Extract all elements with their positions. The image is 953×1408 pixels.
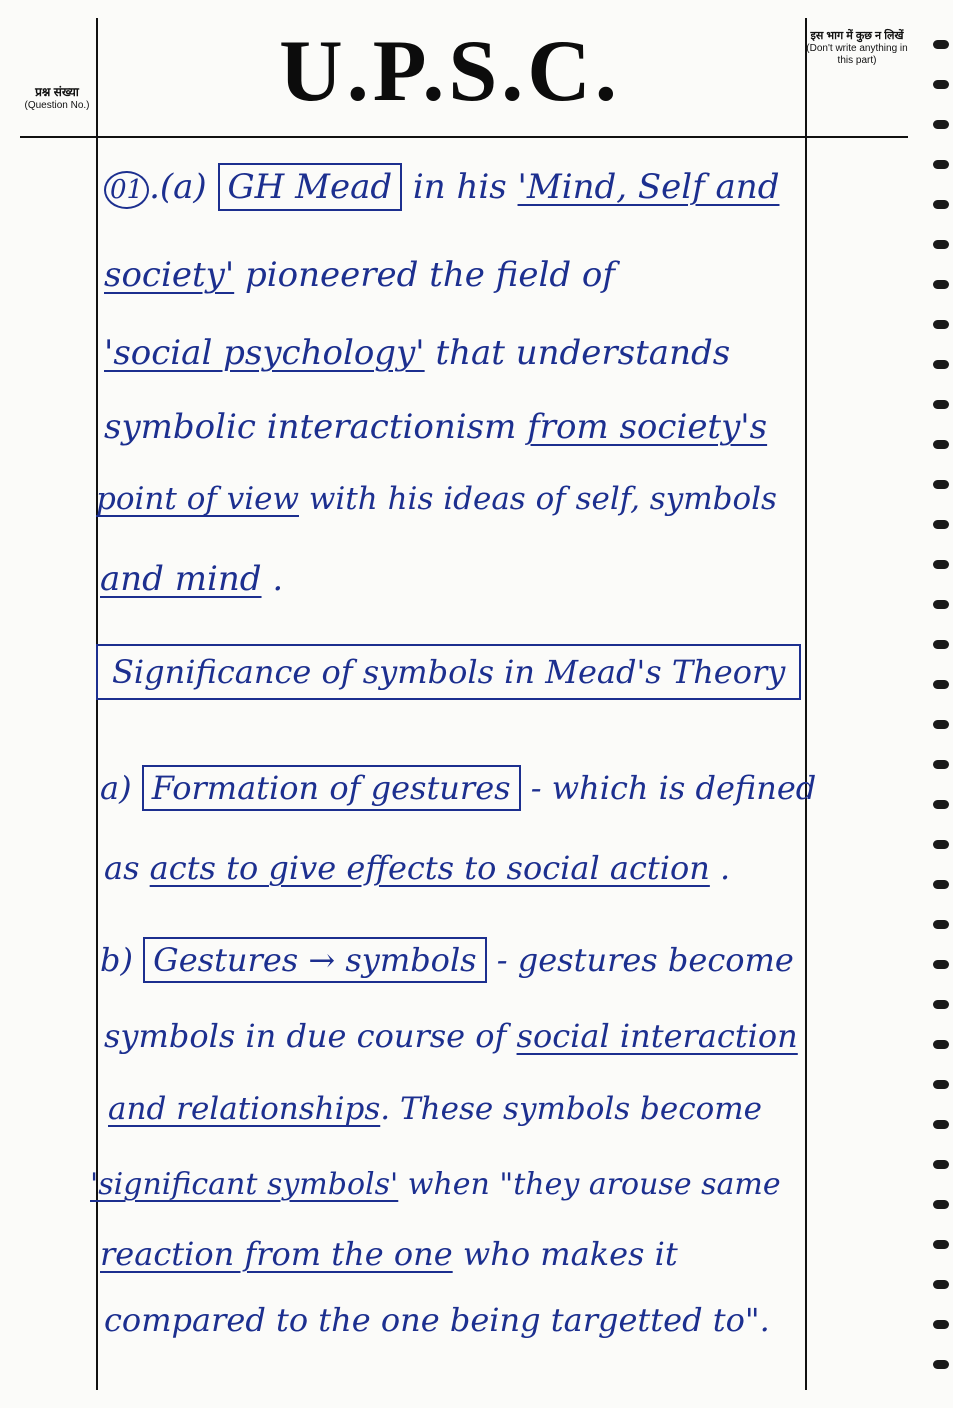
binding-hole bbox=[933, 360, 949, 369]
answer-line-1 bbox=[104, 167, 780, 209]
binding-hole bbox=[933, 1000, 949, 1009]
binding-hole bbox=[933, 800, 949, 809]
binding-hole bbox=[933, 1240, 949, 1249]
answer-line-4 bbox=[104, 407, 768, 447]
binding-hole bbox=[933, 1080, 949, 1089]
line-text: in his bbox=[402, 167, 518, 207]
point-b-line-2 bbox=[104, 1017, 798, 1055]
binding-hole bbox=[933, 680, 949, 689]
margin-note-english: (Don't write anything in this part) bbox=[806, 43, 908, 67]
line-text: . bbox=[709, 849, 731, 887]
point-a-label: a) bbox=[100, 769, 132, 807]
underlined-text: from society's bbox=[527, 407, 768, 447]
line-text: . bbox=[261, 559, 284, 599]
margin-note bbox=[803, 30, 911, 67]
binding-hole bbox=[933, 400, 949, 409]
binding-hole bbox=[933, 280, 949, 289]
binding-hole bbox=[933, 840, 949, 849]
section-heading: Significance of symbols in Mead's Theory bbox=[96, 644, 801, 700]
line-text: compared to the one being targetted to". bbox=[104, 1301, 770, 1339]
underlined-text: and relationships bbox=[108, 1091, 381, 1127]
underlined-text: and mind bbox=[100, 559, 262, 599]
point-b-line-5 bbox=[100, 1235, 678, 1273]
binding-hole bbox=[933, 1040, 949, 1049]
answer-line-2 bbox=[104, 255, 615, 295]
line-text: pioneered the field of bbox=[234, 255, 615, 295]
binding-hole bbox=[933, 880, 949, 889]
question-number-english: (Question No.) bbox=[24, 99, 90, 111]
binding-hole bbox=[933, 1200, 949, 1209]
page-title: U.P.S.C. bbox=[279, 23, 621, 120]
line-text: who makes it bbox=[452, 1235, 678, 1273]
binding-hole bbox=[933, 1360, 949, 1369]
underlined-text: society' bbox=[104, 255, 235, 295]
answer-line-6 bbox=[100, 559, 284, 599]
binding-hole bbox=[933, 760, 949, 769]
question-number-hindi: प्रश्न संख्या bbox=[35, 85, 79, 99]
margin-note-hindi: इस भाग में कुछ न लिखें bbox=[810, 30, 904, 42]
line-text: as bbox=[104, 849, 150, 887]
binding-hole bbox=[933, 520, 949, 529]
binding-hole bbox=[933, 40, 949, 49]
point-a-line-1 bbox=[100, 769, 817, 807]
binding-hole bbox=[933, 320, 949, 329]
binding-hole bbox=[933, 480, 949, 489]
answer-line-3 bbox=[104, 333, 731, 373]
underlined-text: reaction from the one bbox=[100, 1235, 453, 1273]
boxed-term: GH Mead bbox=[218, 163, 403, 211]
spiral-binding bbox=[927, 0, 953, 1408]
binding-hole bbox=[933, 640, 949, 649]
underlined-text: 'social psychology' bbox=[104, 333, 425, 373]
line-text: - which is defined bbox=[520, 769, 817, 807]
binding-hole bbox=[933, 240, 949, 249]
binding-hole bbox=[933, 600, 949, 609]
line-text: when "they arouse same bbox=[398, 1167, 781, 1202]
underlined-text: acts to give effects to social action bbox=[149, 849, 710, 887]
point-b-line-3 bbox=[108, 1091, 763, 1127]
line-text: that understands bbox=[424, 333, 731, 373]
binding-hole bbox=[933, 80, 949, 89]
binding-hole bbox=[933, 1320, 949, 1329]
right-margin-rule bbox=[805, 18, 807, 1390]
binding-hole bbox=[933, 960, 949, 969]
point-a-boxed-term: Formation of gestures bbox=[142, 765, 521, 811]
binding-hole bbox=[933, 560, 949, 569]
point-b-line-1 bbox=[100, 941, 794, 979]
binding-hole bbox=[933, 1160, 949, 1169]
line-text: . These symbols become bbox=[380, 1091, 763, 1127]
line-text: symbolic interactionism bbox=[104, 407, 528, 447]
line-text: - gestures become bbox=[486, 941, 794, 979]
binding-hole bbox=[933, 120, 949, 129]
binding-hole bbox=[933, 1120, 949, 1129]
line-text: with his ideas of self, symbols bbox=[299, 481, 777, 517]
binding-hole bbox=[933, 1280, 949, 1289]
point-b-label: b) bbox=[100, 941, 133, 979]
part-label: .(a) bbox=[149, 167, 207, 207]
header-rule bbox=[20, 136, 908, 138]
underlined-text: point of view bbox=[96, 481, 299, 517]
binding-hole bbox=[933, 160, 949, 169]
binding-hole bbox=[933, 200, 949, 209]
underlined-text: 'significant symbols' bbox=[90, 1167, 399, 1202]
underlined-text: 'Mind, Self and bbox=[517, 167, 780, 207]
point-b-line-4 bbox=[90, 1167, 781, 1202]
line-text: symbols in due course of bbox=[104, 1017, 517, 1055]
underlined-text: social interaction bbox=[516, 1017, 798, 1055]
question-number-circle: 01 bbox=[104, 171, 149, 209]
binding-hole bbox=[933, 920, 949, 929]
binding-hole bbox=[933, 720, 949, 729]
binding-hole bbox=[933, 440, 949, 449]
point-a-line-2 bbox=[104, 849, 731, 887]
point-b-boxed-term: Gestures → symbols bbox=[143, 937, 486, 983]
answer-line-5 bbox=[96, 481, 777, 517]
point-b-line-6 bbox=[104, 1301, 770, 1339]
